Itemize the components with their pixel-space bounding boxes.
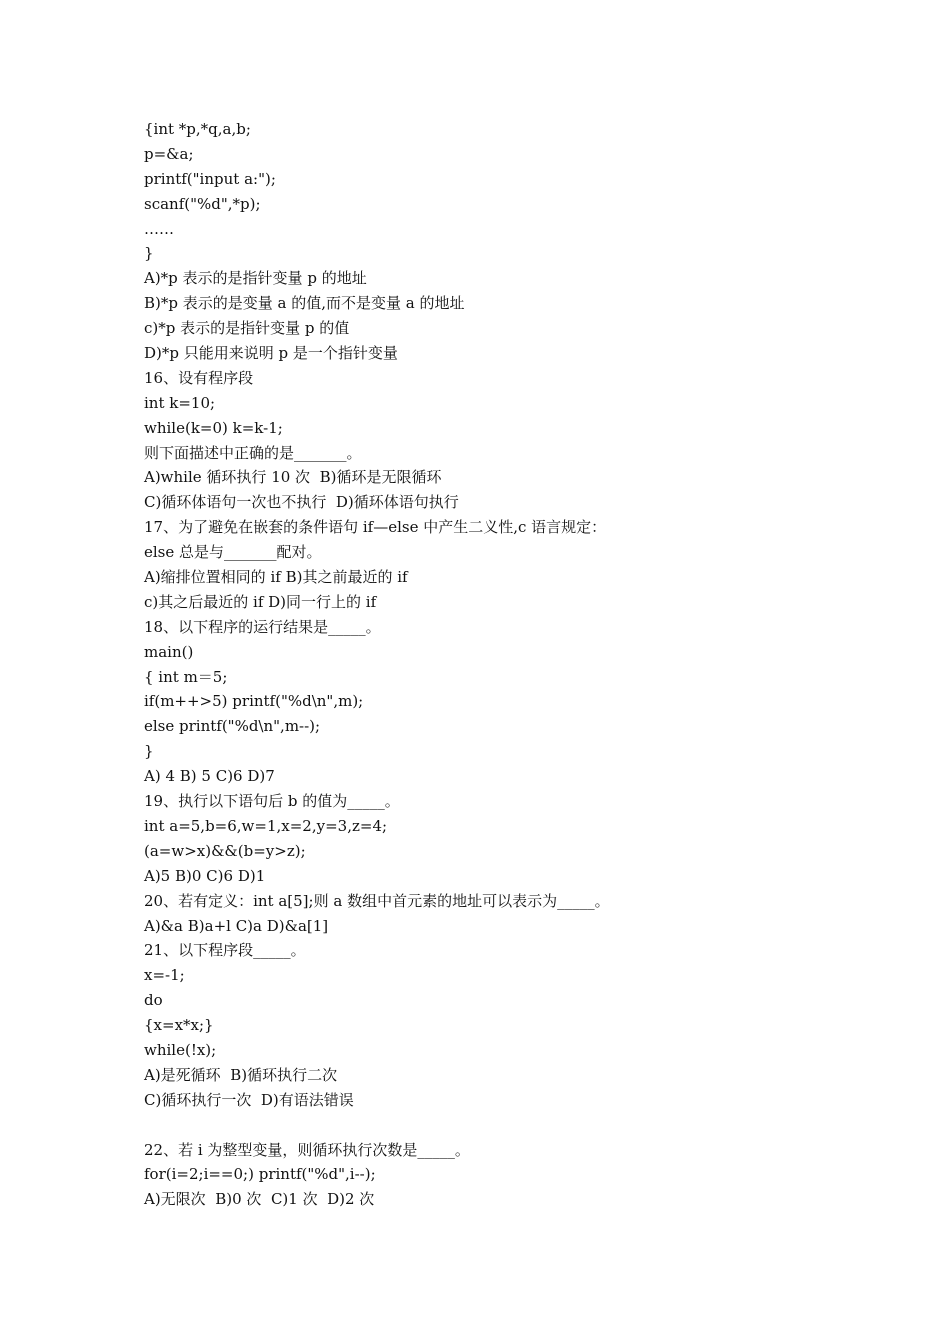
code-line: x=-1;	[144, 966, 185, 985]
question-20: 20、若有定义：int a[5];则 a 数组中首元素的地址可以表示为_____。	[144, 891, 610, 910]
code-line: }	[144, 742, 154, 761]
option-line: c)其之后最近的 if D)同一行上的 if	[144, 592, 377, 611]
code-line: while(!x);	[144, 1040, 217, 1059]
option-line: A) 4 B) 5 C)6 D)7	[144, 767, 275, 786]
question-16: 16、设有程序段	[144, 368, 254, 387]
code-line: {x=x*x;}	[144, 1016, 214, 1035]
question-21: 21、以下程序段_____。	[144, 941, 306, 960]
code-line: printf("input a:");	[144, 169, 276, 188]
option-line: A)缩排位置相同的 if B)其之前最近的 if	[144, 568, 408, 587]
option-line: B)*p 表示的是变量 a 的值,而不是变量 a 的地址	[144, 294, 465, 313]
code-line: { int m＝5;	[144, 667, 228, 686]
code-line: if(m++>5) printf("%d\n",m);	[144, 692, 364, 711]
ellipsis-line: ……	[144, 219, 174, 238]
code-line: do	[144, 991, 163, 1010]
code-line: int a=5,b=6,w=1,x=2,y=3,z=4;	[144, 816, 388, 835]
code-line: (a=w>x)&&(b=y>z);	[144, 841, 306, 860]
option-line: A)无限次 B)0 次 C)1 次 D)2 次	[144, 1190, 375, 1209]
option-line: A)&a B)a+l C)a D)&a[1]	[144, 916, 329, 935]
code-line: else printf("%d\n",m--);	[144, 717, 321, 736]
question-19: 19、执行以下语句后 b 的值为_____。	[144, 792, 400, 811]
code-line: scanf("%d",*p);	[144, 194, 261, 213]
option-line: A)是死循环 B)循环执行二次	[144, 1065, 338, 1084]
code-line: for(i=2;i==0;) printf("%d",i--);	[144, 1165, 376, 1184]
code-line: while(k=0) k=k-1;	[144, 418, 283, 437]
code-line: int k=10;	[144, 393, 216, 412]
document-body	[144, 117, 864, 1212]
blank-line	[144, 1113, 864, 1138]
option-line: D)*p 只能用来说明 p 是一个指针变量	[144, 344, 398, 363]
question-text: 则下面描述中正确的是_______。	[144, 443, 362, 462]
option-line: A)while 循环执行 10 次 B)循环是无限循环	[144, 468, 442, 487]
option-line: C)循环执行一次 D)有语法错误	[144, 1090, 354, 1109]
option-line: A)5 B)0 C)6 D)1	[144, 866, 266, 885]
question-22: 22、若 i 为整型变量，则循环执行次数是_____。	[144, 1140, 470, 1159]
option-line: A)*p 表示的是指针变量 p 的地址	[144, 269, 367, 288]
code-line: p=&a;	[144, 144, 194, 163]
question-17: 17、为了避免在嵌套的条件语句 if—else 中产生二义性,c 语言规定：	[144, 518, 607, 537]
option-line: C)循环体语句一次也不执行 D)循环体语句执行	[144, 493, 459, 512]
code-line: main()	[144, 642, 194, 661]
option-line: c)*p 表示的是指针变量 p 的值	[144, 319, 350, 338]
code-line: }	[144, 244, 154, 263]
question-18: 18、以下程序的运行结果是_____。	[144, 617, 381, 636]
question-text: else 总是与_______配对。	[144, 543, 322, 562]
code-line: {int *p,*q,a,b;	[144, 120, 251, 138]
